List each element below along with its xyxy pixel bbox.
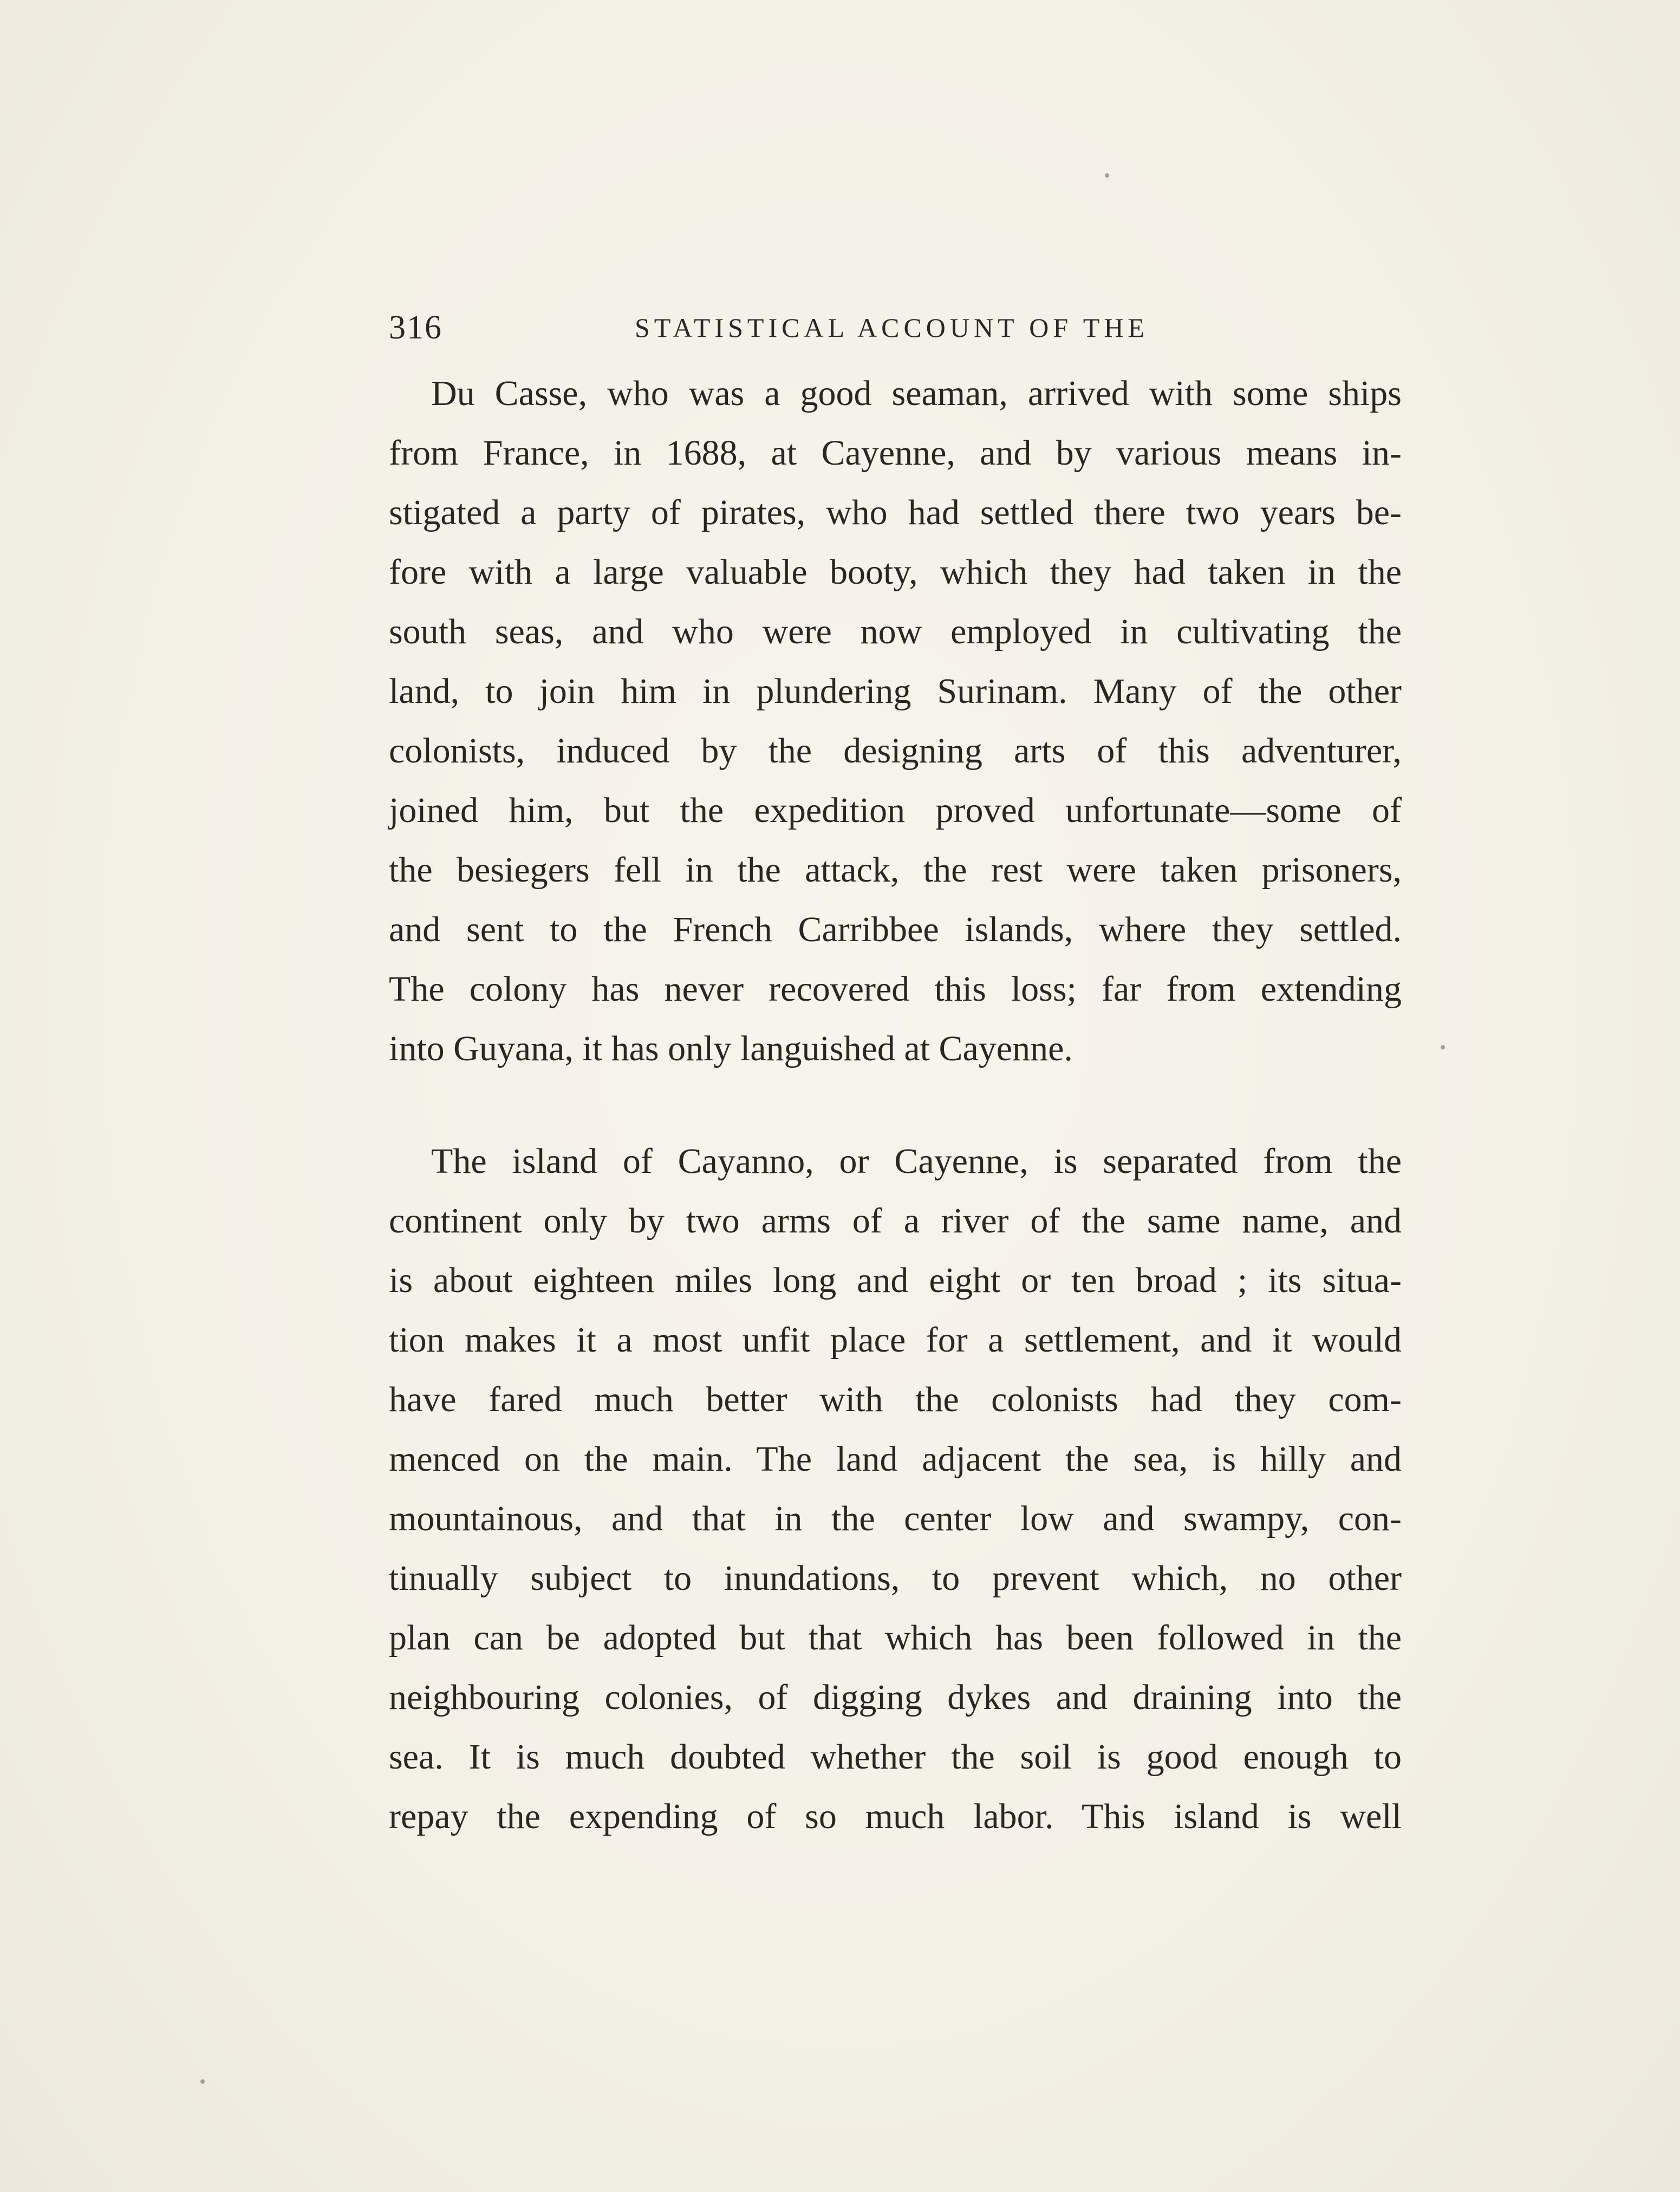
text-line: continent only by two arms of a river of the same name, and <box>389 1201 1402 1241</box>
text-line: sea. It is much doubted whether the soil is good enough to <box>389 1737 1402 1777</box>
text-line: and sent to the French Carribbee islands, where they settled. <box>389 910 1402 949</box>
paragraph-2 <box>389 1132 1402 1847</box>
text-line: south seas, and who were now employed in cultivating the <box>389 612 1402 651</box>
text-line: tion makes it a most unfit place for a settlement, and it would <box>389 1320 1402 1360</box>
text-line: colonists, induced by the designing arts of this adventurer, <box>389 731 1402 771</box>
text-line: stigated a party of pirates, who had settled there two years be- <box>389 493 1402 532</box>
text-line: The island of Cayanno, or Cayenne, is separated from the <box>431 1141 1402 1181</box>
text-line: is about eighteen miles long and eight or ten broad ; its situa- <box>389 1261 1402 1300</box>
text-line: plan can be adopted but that which has been followed in the <box>389 1618 1402 1658</box>
paper-speck <box>1441 1045 1445 1049</box>
text-line: Du Casse, who was a good seaman, arrived with some ships <box>431 374 1402 413</box>
text-line: into Guyana, it has only languished at Cayenne. <box>389 1029 1073 1068</box>
text-line: have fared much better with the colonists had they com- <box>389 1380 1402 1419</box>
text-line: joined him, but the expedition proved unfortunate—some of <box>389 791 1402 830</box>
text-line: tinually subject to inundations, to prevent which, no other <box>389 1558 1402 1598</box>
text-line: neighbouring colonies, of digging dykes and draining into the <box>389 1678 1402 1717</box>
text-line: from France, in 1688, at Cayenne, and by various means in- <box>389 433 1402 473</box>
text-line: land, to join him in plundering Surinam. Many of the other <box>389 671 1402 711</box>
paragraph-1 <box>389 364 1402 1079</box>
paper-speck <box>1105 173 1109 178</box>
running-head: STATISTICAL ACCOUNT OF THE <box>635 312 1149 343</box>
text-line: menced on the main. The land adjacent the sea, is hilly and <box>389 1439 1402 1479</box>
paper-speck <box>200 2079 205 2084</box>
text-line: The colony has never recovered this loss; far from extending <box>389 969 1402 1009</box>
text-line: repay the expending of so much labor. This island is well <box>389 1797 1402 1836</box>
text-line: the besiegers fell in the attack, the rest were taken prisoners, <box>389 850 1402 890</box>
page-number: 316 <box>389 309 442 346</box>
text-line: mountainous, and that in the center low and swampy, con- <box>389 1499 1402 1538</box>
page-header <box>389 303 1418 352</box>
text-line: fore with a large valuable booty, which they had taken in the <box>389 552 1402 592</box>
